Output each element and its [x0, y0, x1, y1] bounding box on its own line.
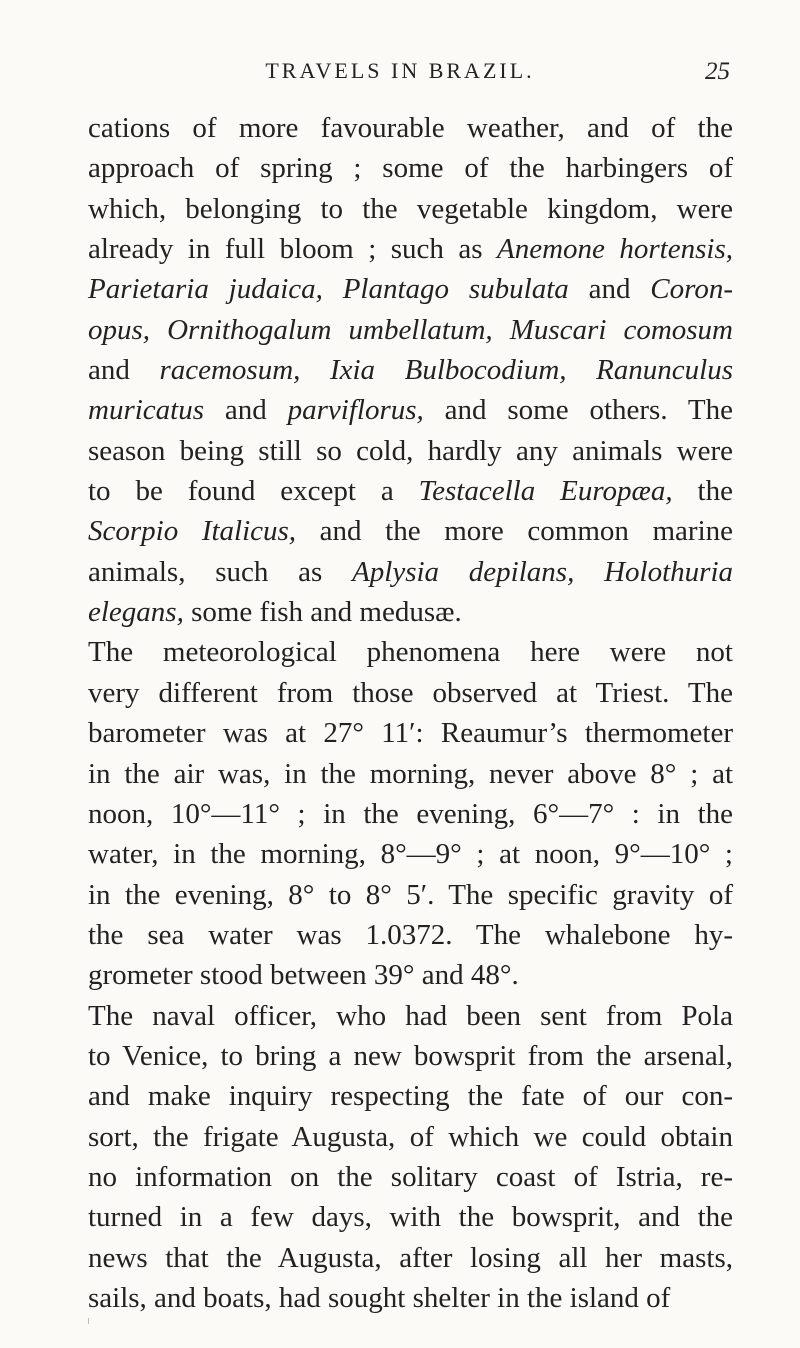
text-run: which, belonging to the vegetable kingdom, were [88, 192, 733, 225]
text-line [88, 875, 733, 915]
text-line [88, 955, 733, 995]
text-line [88, 1117, 733, 1157]
text-line [88, 108, 733, 148]
text-run: animals, such as [88, 555, 353, 588]
text-line [88, 350, 733, 390]
text-line [88, 754, 733, 794]
text-run: approach of spring ; some of the harbingers of [88, 152, 733, 185]
text-line [88, 1036, 733, 1076]
text-line [88, 1238, 733, 1278]
text-run: no information on the solitary coast of Istria, re- [88, 1160, 733, 1193]
text-line [88, 310, 733, 350]
text-line [88, 1197, 733, 1237]
text-line [88, 390, 733, 430]
text-line [88, 1278, 733, 1318]
text-line [88, 511, 733, 551]
text-line [88, 1076, 733, 1116]
italic-text: elegans, [88, 596, 184, 629]
text-run: very different from those observed at Triest. The [88, 676, 733, 709]
text-run: sails, and boats, had sought shelter in the island of [88, 1281, 671, 1314]
text-run: cations of more favourable weather, and of the [88, 112, 733, 144]
text-line [88, 189, 733, 229]
body-text [88, 108, 733, 1318]
page-mark [88, 1318, 93, 1324]
text-line [88, 471, 733, 511]
text-run: in the air was, in the morning, never above 8° ; at [88, 757, 733, 790]
text-run: the [672, 475, 733, 508]
text-run: season being still so cold, hardly any animals were [88, 434, 733, 467]
italic-text: Coron- [650, 273, 733, 306]
text-run: The meteorological phenomena here were not [88, 636, 733, 669]
italic-text: Parietaria judaica, Plantago subulata [88, 273, 569, 306]
italic-text: racemosum, Ixia Bulbocodium, Ranunculus [159, 354, 734, 387]
text-run: to be found except a [88, 475, 419, 508]
italic-text: Anemone hortensis, [497, 233, 733, 266]
text-run: and some others. The [423, 394, 733, 427]
italic-text: Scorpio Italicus, [88, 515, 297, 548]
text-run: in the evening, 8° to 8° 5′. The specific gravity of [88, 878, 733, 911]
running-head [0, 58, 800, 88]
text-run: noon, 10°—11° ; in the evening, 6°—7° : in the [88, 797, 733, 830]
italic-text: opus, Ornithogalum umbellatum, Muscari comosum [88, 313, 733, 346]
text-line [88, 915, 733, 955]
text-run: news that the Augusta, after losing all her masts, [88, 1241, 733, 1274]
text-line [88, 713, 733, 753]
italic-text: muricatus [88, 394, 204, 427]
text-run: and [204, 394, 288, 427]
text-run: some fish and medusæ. [183, 596, 462, 629]
text-line [88, 552, 733, 592]
text-line [88, 431, 733, 471]
running-title: TRAVELS IN BRAZIL. [265, 58, 535, 83]
text-line [88, 996, 733, 1036]
text-line [88, 1157, 733, 1197]
text-line [88, 632, 733, 672]
text-run: water, in the morning, 8°—9° ; at noon, 9°—10° ; [88, 838, 733, 871]
text-run: and make inquiry respecting the fate of our con- [88, 1080, 733, 1113]
italic-text: Testacella Europæa, [418, 475, 673, 508]
text-line [88, 834, 733, 874]
text-run: the sea water was 1.0372. The whalebone hy- [88, 918, 733, 951]
text-run: barometer was at 27° 11′: Reaumur’s thermometer [88, 717, 733, 750]
text-run: grometer stood between 39° and 48°. [88, 959, 519, 992]
text-run: and the more common marine [296, 515, 733, 548]
text-line [88, 269, 733, 309]
text-line [88, 794, 733, 834]
text-run: already in full bloom ; such as [88, 233, 498, 266]
italic-text: parviflorus, [287, 394, 424, 427]
text-run: to Venice, to bring a new bowsprit from the arsenal, [88, 1039, 733, 1072]
page-number: 25 [705, 58, 730, 85]
text-line [88, 148, 733, 188]
italic-text: Aplysia depilans, Holothuria [352, 555, 733, 588]
text-line [88, 592, 733, 632]
text-line [88, 673, 733, 713]
text-run: and [568, 273, 651, 306]
text-run: The naval officer, who had been sent from Pola [88, 999, 733, 1032]
text-run: turned in a few days, with the bowsprit, and the [88, 1201, 733, 1234]
text-line [88, 229, 733, 269]
text-run: sort, the frigate Augusta, of which we could obtain [88, 1120, 733, 1153]
text-run: and [88, 354, 160, 387]
